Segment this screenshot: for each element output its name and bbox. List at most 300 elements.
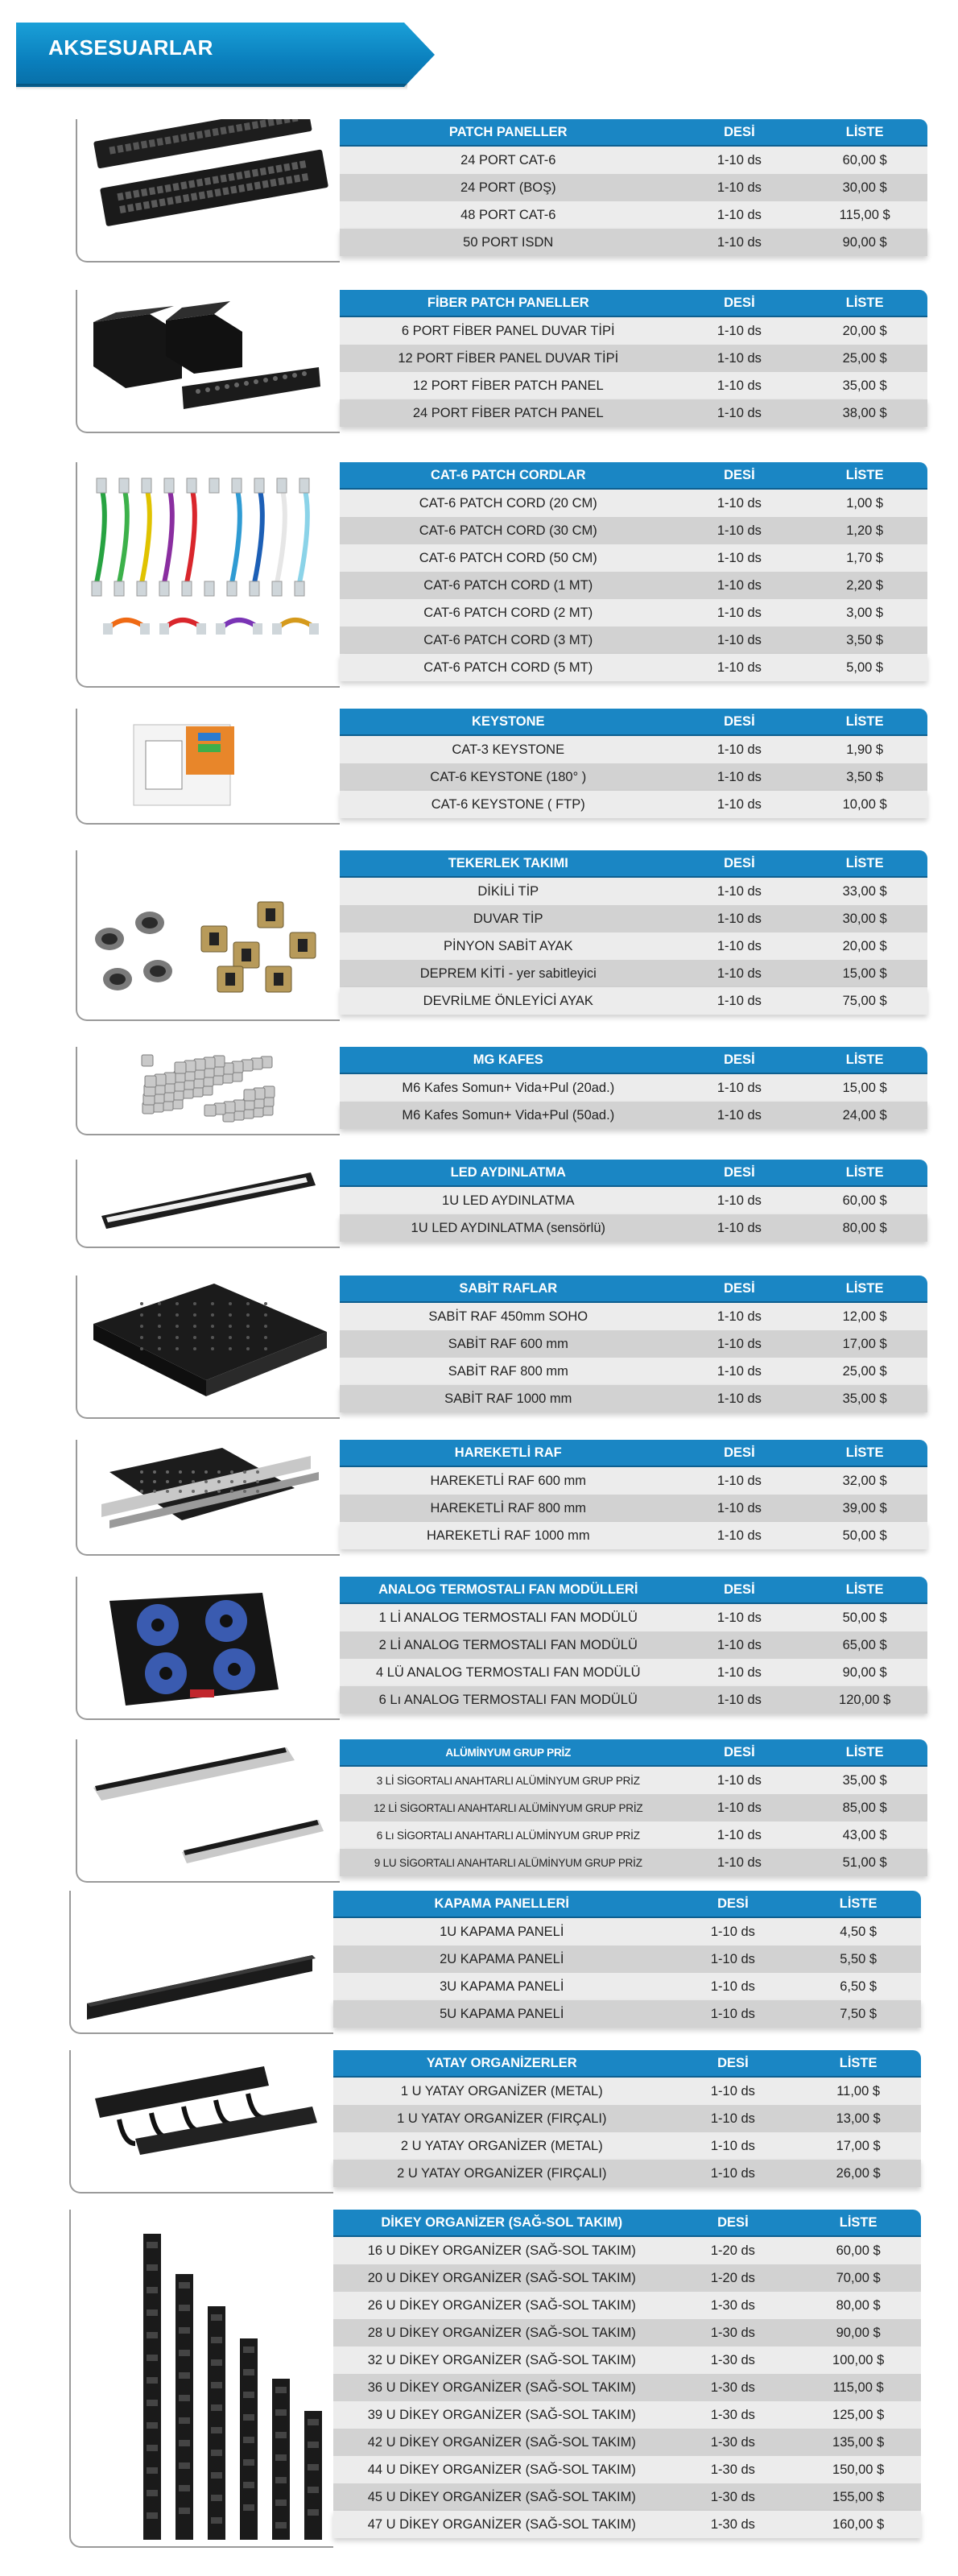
list-price: 1,70 $ [846,550,884,565]
product-image-box [76,1047,340,1135]
list-price: 35,00 $ [842,378,887,393]
product-name: 5U KAPAMA PANELİ [440,2006,564,2021]
horizontal-organizer-image [71,2050,332,2190]
product-name: SABİT RAF 600 mm [448,1336,568,1351]
desi-value: 1-20 ds [710,2243,755,2258]
list-price: 10,00 $ [842,796,887,812]
list-price: 39,00 $ [842,1500,887,1515]
table-row [340,399,927,427]
table-row [340,1849,927,1876]
liste-header: LİSTE [845,124,884,139]
section-title: SABİT RAFLAR [459,1280,558,1296]
product-image-box [76,290,340,433]
section-title: PATCH PANELLER [448,124,568,139]
list-price: 4,50 $ [840,1924,877,1939]
table-row [333,2429,921,2456]
product-image-box [69,2210,333,2548]
cage-nut-image [77,1047,338,1132]
desi-value: 1-10 ds [716,1772,762,1788]
desi-header: DESİ [724,855,755,870]
table-row [340,736,927,763]
section-title: MG KAFES [473,1052,543,1067]
desi-value: 1-10 ds [716,495,762,511]
list-price: 43,00 $ [842,1827,887,1842]
table-row [333,2160,921,2187]
table-row [340,317,927,345]
product-name: 4 LÜ ANALOG TERMOSTALI FAN MODÜLÜ [375,1664,641,1680]
desi-value: 1-10 ds [716,911,762,926]
list-price: 35,00 $ [842,1772,887,1788]
table-header [340,1577,927,1604]
product-name: 12 Lİ SİGORTALI ANAHTARLI ALÜMİNYUM GRUP PRİZ [374,1801,643,1814]
table-header [340,462,927,490]
table-row [333,2456,921,2483]
product-name: 6 Lı SİGORTALI ANAHTARLI ALÜMİNYUM GRUP PRİZ [376,1829,640,1842]
list-price: 85,00 $ [842,1800,887,1815]
desi-value: 1-10 ds [716,180,762,195]
section-title: ANALOG TERMOSTALI FAN MODÜLLERİ [378,1582,638,1597]
list-price: 51,00 $ [842,1854,887,1870]
list-price: 15,00 $ [842,965,887,981]
table-row [340,372,927,399]
desi-value: 1-10 ds [716,938,762,953]
product-name: 3U KAPAMA PANELİ [440,1979,564,1994]
product-name: 1U LED AYDINLATMA [442,1193,575,1208]
product-name: 6 Lı ANALOG TERMOSTALI FAN MODÜLÜ [378,1692,638,1707]
list-price: 5,50 $ [840,1951,877,1966]
desi-value: 1-30 ds [710,2489,755,2504]
desi-value: 1-10 ds [716,1391,762,1406]
product-name: 26 U DİKEY ORGANİZER (SAĞ-SOL TAKIM) [367,2297,636,2313]
desi-value: 1-10 ds [710,1924,755,1939]
product-name: 28 U DİKEY ORGANİZER (SAĞ-SOL TAKIM) [367,2325,636,2340]
liste-header: LİSTE [845,855,884,870]
product-name: SABİT RAF 800 mm [448,1363,568,1379]
table-row [340,1074,927,1102]
table-row [340,1187,927,1214]
price-table [340,462,927,681]
liste-header: LİSTE [845,295,884,310]
product-name: HAREKETLİ RAF 1000 mm [426,1528,590,1543]
table-row [333,2264,921,2292]
desi-value: 1-10 ds [716,1107,762,1123]
table-row [340,878,927,905]
table-row [340,987,927,1015]
desi-value: 1-10 ds [710,2006,755,2021]
product-name: 1 U YATAY ORGANİZER (METAL) [400,2083,603,2098]
table-header [333,2050,921,2078]
page-title: AKSESUARLAR [48,35,213,60]
list-price: 1,00 $ [846,495,884,511]
table-row [333,2347,921,2374]
liste-header: LİSTE [839,1896,877,1911]
table-row [340,1330,927,1358]
desi-value: 1-10 ds [710,2083,755,2098]
product-name: HAREKETLİ RAF 600 mm [430,1473,586,1488]
table-row [340,1467,927,1495]
list-price: 150,00 $ [832,2462,885,2477]
section-title: KAPAMA PANELLERİ [434,1896,569,1911]
section-title: TEKERLEK TAKIMI [448,855,568,870]
table-row [340,1631,927,1659]
desi-value: 1-10 ds [710,2111,755,2126]
table-row [340,1102,927,1129]
desi-value: 1-10 ds [716,1827,762,1842]
table-header [340,1276,927,1303]
list-price: 70,00 $ [836,2270,881,2285]
desi-value: 1-10 ds [716,605,762,620]
list-price: 60,00 $ [842,1193,887,1208]
desi-value: 1-10 ds [716,1500,762,1515]
list-price: 7,50 $ [840,2006,877,2021]
table-header [340,119,927,147]
liste-header: LİSTE [845,467,884,482]
desi-value: 1-10 ds [716,405,762,420]
table-row [333,1918,921,1945]
product-name: 2 U YATAY ORGANİZER (FIRÇALI) [397,2165,607,2181]
liste-header: LİSTE [845,1445,884,1460]
product-image-box [69,2050,333,2194]
desi-value: 1-30 ds [710,2434,755,2450]
product-name: 47 U DİKEY ORGANİZER (SAĞ-SOL TAKIM) [367,2516,636,2532]
product-image-box [76,1440,340,1556]
desi-value: 1-10 ds [716,883,762,899]
price-table [340,1276,927,1412]
table-header [340,1440,927,1467]
table-row [333,2292,921,2319]
product-name: 36 U DİKEY ORGANİZER (SAĞ-SOL TAKIM) [367,2380,636,2395]
table-row [340,229,927,256]
table-row [340,1214,927,1242]
list-price: 120,00 $ [839,1692,891,1707]
blank-panel-image [71,1891,332,2031]
desi-value: 1-10 ds [716,1854,762,1870]
list-price: 38,00 $ [842,405,887,420]
table-header [340,709,927,736]
table-header [340,1160,927,1187]
list-price: 32,00 $ [842,1473,887,1488]
patch-cord-image [77,462,338,684]
list-price: 100,00 $ [832,2352,885,2367]
product-name: CAT-6 PATCH CORD (30 CM) [419,523,597,538]
table-row [340,654,927,681]
desi-value: 1-10 ds [710,1979,755,1994]
list-price: 6,50 $ [840,1979,877,1994]
list-price: 13,00 $ [836,2111,881,2126]
table-row [340,1686,927,1714]
desi-value: 1-30 ds [710,2297,755,2313]
product-name: CAT-6 PATCH CORD (20 CM) [419,495,597,511]
liste-header: LİSTE [839,2214,877,2230]
table-row [340,763,927,791]
desi-value: 1-10 ds [710,2138,755,2153]
liste-header: LİSTE [845,1744,884,1759]
list-price: 125,00 $ [832,2407,885,2422]
price-table [333,1891,921,2028]
desi-value: 1-10 ds [716,1193,762,1208]
desi-value: 1-10 ds [716,742,762,757]
list-price: 3,50 $ [846,769,884,784]
list-price: 80,00 $ [836,2297,881,2313]
desi-value: 1-10 ds [716,378,762,393]
product-name: SABİT RAF 450mm SOHO [428,1309,588,1324]
table-row [340,490,927,517]
table-row [340,1522,927,1549]
product-image-box [76,850,340,1021]
product-name: CAT-6 PATCH CORD (5 MT) [423,660,593,675]
desi-value: 1-10 ds [716,577,762,593]
table-header [340,1739,927,1767]
product-name: SABİT RAF 1000 mm [444,1391,572,1406]
list-price: 115,00 $ [839,207,890,222]
product-name: 24 PORT FİBER PATCH PANEL [412,405,604,420]
desi-value: 1-10 ds [716,796,762,812]
table-row [340,1659,927,1686]
product-name: 32 U DİKEY ORGANİZER (SAĞ-SOL TAKIM) [367,2352,636,2367]
list-price: 80,00 $ [842,1220,887,1235]
product-name: DEPREM KİTİ - yer sabitleyici [419,965,597,981]
desi-header: DESİ [724,467,755,482]
product-image-box [69,1891,333,2034]
list-price: 1,20 $ [846,523,884,538]
desi-value: 1-10 ds [716,323,762,338]
desi-header: DESİ [724,1445,755,1460]
list-price: 17,00 $ [836,2138,881,2153]
product-name: CAT-3 KEYSTONE [452,742,565,757]
table-row [333,2319,921,2347]
section-title: LED AYDINLATMA [450,1164,566,1180]
table-row [340,1495,927,1522]
product-name: 3 Lİ SİGORTALI ANAHTARLI ALÜMİNYUM GRUP PRİZ [376,1774,640,1787]
table-row [333,1945,921,1973]
product-name: 42 U DİKEY ORGANİZER (SAĞ-SOL TAKIM) [367,2434,636,2450]
list-price: 25,00 $ [842,350,887,366]
product-name: 1 Lİ ANALOG TERMOSTALI FAN MODÜLÜ [378,1610,638,1625]
product-image-box [76,119,340,263]
product-name: DUVAR TİP [473,911,543,926]
product-name: 50 PORT ISDN [463,234,554,250]
section-title: ALÜMİNYUM GRUP PRİZ [445,1746,572,1759]
price-table [340,1160,927,1242]
product-name: 20 U DİKEY ORGANİZER (SAĞ-SOL TAKIM) [367,2270,636,2285]
table-row [333,2483,921,2511]
led-light-image [77,1160,338,1245]
desi-value: 1-10 ds [716,965,762,981]
list-price: 11,00 $ [836,2083,881,2098]
table-row [340,1303,927,1330]
desi-value: 1-10 ds [710,2165,755,2181]
table-row [340,1385,927,1412]
list-price: 90,00 $ [842,234,887,250]
price-table [340,290,927,427]
desi-value: 1-10 ds [716,1610,762,1625]
table-row [340,147,927,174]
table-row [333,2132,921,2160]
list-price: 5,00 $ [846,660,884,675]
table-header [333,2210,921,2237]
table-row [340,174,927,201]
table-row [340,960,927,987]
table-row [333,2511,921,2538]
fixed-shelf-image [77,1276,338,1416]
desi-value: 1-20 ds [710,2270,755,2285]
product-name: 39 U DİKEY ORGANİZER (SAĞ-SOL TAKIM) [367,2407,636,2422]
table-row [340,1358,927,1385]
table-row [333,2078,921,2105]
desi-value: 1-10 ds [716,350,762,366]
list-price: 60,00 $ [836,2243,881,2258]
desi-header: DESİ [717,2055,749,2070]
list-price: 3,50 $ [846,632,884,647]
desi-value: 1-10 ds [716,207,762,222]
desi-value: 1-30 ds [710,2462,755,2477]
list-price: 20,00 $ [842,323,887,338]
desi-header: DESİ [724,1280,755,1296]
list-price: 24,00 $ [842,1107,887,1123]
desi-value: 1-10 ds [716,1363,762,1379]
table-row [340,517,927,544]
table-header [340,850,927,878]
product-image-box [76,709,340,825]
desi-value: 1-10 ds [716,1528,762,1543]
desi-value: 1-10 ds [716,1664,762,1680]
desi-header: DESİ [717,1896,749,1911]
product-name: CAT-6 PATCH CORD (3 MT) [423,632,593,647]
list-price: 3,00 $ [846,605,884,620]
wheel-set-image [77,850,338,1018]
table-row [333,2374,921,2401]
list-price: 50,00 $ [842,1528,887,1543]
table-row [333,2237,921,2264]
product-name: CAT-6 PATCH CORD (2 MT) [423,605,593,620]
desi-value: 1-10 ds [716,1336,762,1351]
table-header [340,1047,927,1074]
list-price: 115,00 $ [832,2380,884,2395]
table-row [333,2401,921,2429]
desi-value: 1-10 ds [716,234,762,250]
product-name: CAT-6 PATCH CORD (1 MT) [423,577,593,593]
header-banner-shadow [16,84,407,90]
desi-value: 1-30 ds [710,2380,755,2395]
desi-header: DESİ [724,1052,755,1067]
desi-header: DESİ [724,713,755,729]
table-row [340,1767,927,1794]
product-name: CAT-6 PATCH CORD (50 CM) [419,550,597,565]
liste-header: LİSTE [845,1052,884,1067]
desi-header: DESİ [724,295,755,310]
table-row [340,1604,927,1631]
price-table [340,709,927,818]
price-table [340,1047,927,1129]
product-name: M6 Kafes Somun+ Vida+Pul (20ad.) [402,1080,615,1095]
list-price: 75,00 $ [842,993,887,1008]
desi-value: 1-10 ds [716,632,762,647]
price-table [333,2050,921,2187]
product-name: CAT-6 KEYSTONE ( FTP) [431,796,585,812]
table-header [340,290,927,317]
desi-value: 1-10 ds [716,523,762,538]
table-row [340,791,927,818]
product-name: 9 LU SİGORTALI ANAHTARLI ALÜMİNYUM GRUP PRİZ [374,1856,642,1869]
product-name: 12 PORT FİBER PANEL DUVAR TİPİ [398,350,619,366]
list-price: 90,00 $ [842,1664,887,1680]
desi-value: 1-30 ds [710,2516,755,2532]
desi-value: 1-30 ds [710,2325,755,2340]
table-row [340,1821,927,1849]
table-row [340,345,927,372]
section-title: FİBER PATCH PANELLER [427,295,589,310]
list-price: 30,00 $ [842,180,887,195]
desi-value: 1-30 ds [710,2407,755,2422]
product-name: 44 U DİKEY ORGANİZER (SAĞ-SOL TAKIM) [367,2462,636,2477]
product-name: DİKİLİ TİP [477,883,539,899]
keystone-image [77,709,338,821]
section-title: DİKEY ORGANİZER (SAĞ-SOL TAKIM) [381,2214,623,2230]
product-name: 2 U YATAY ORGANİZER (METAL) [400,2138,603,2153]
liste-header: LİSTE [845,1582,884,1597]
desi-header: DESİ [724,1582,755,1597]
list-price: 35,00 $ [842,1391,887,1406]
product-name: M6 Kafes Somun+ Vida+Pul (50ad.) [402,1107,615,1123]
desi-header: DESİ [724,124,755,139]
liste-header: LİSTE [845,1164,884,1180]
list-price: 90,00 $ [836,2325,881,2340]
list-price: 1,90 $ [846,742,884,757]
list-price: 12,00 $ [842,1309,887,1324]
product-image-box [76,1577,340,1720]
list-price: 155,00 $ [832,2489,885,2504]
product-name: 2U KAPAMA PANELİ [440,1951,564,1966]
section-title: CAT-6 PATCH CORDLAR [431,467,586,482]
desi-value: 1-10 ds [716,769,762,784]
price-table [333,2210,921,2538]
patch-panel-image [77,119,338,259]
list-price: 17,00 $ [842,1336,887,1351]
table-row [340,599,927,626]
desi-value: 1-10 ds [716,1692,762,1707]
price-table [340,850,927,1015]
list-price: 25,00 $ [842,1363,887,1379]
liste-header: LİSTE [839,2055,877,2070]
product-name: 1U KAPAMA PANELİ [440,1924,564,1939]
product-name: 6 PORT FİBER PANEL DUVAR TİPİ [401,323,615,338]
section-title: HAREKETLİ RAF [454,1445,562,1460]
desi-value: 1-10 ds [716,1800,762,1815]
section-title: YATAY ORGANİZERLER [426,2055,577,2070]
desi-value: 1-10 ds [716,1080,762,1095]
list-price: 33,00 $ [842,883,887,899]
product-image-box [76,1160,340,1248]
liste-header: LİSTE [845,1280,884,1296]
table-row [340,544,927,572]
table-row [333,2105,921,2132]
table-row [340,626,927,654]
desi-value: 1-10 ds [716,550,762,565]
desi-header: DESİ [724,1164,755,1180]
product-image-box [76,1276,340,1419]
desi-value: 1-10 ds [716,1220,762,1235]
desi-value: 1-10 ds [716,993,762,1008]
desi-header: DESİ [717,2214,749,2230]
product-name: HAREKETLİ RAF 800 mm [430,1500,586,1515]
product-name: PİNYON SABİT AYAK [444,938,573,953]
fiber-panel-image [77,290,338,430]
product-name: 1 U YATAY ORGANİZER (FIRÇALI) [397,2111,607,2126]
desi-value: 1-10 ds [716,660,762,675]
product-image-box [76,1739,340,1883]
product-name: 24 PORT CAT-6 [460,152,556,167]
price-table [340,1739,927,1876]
